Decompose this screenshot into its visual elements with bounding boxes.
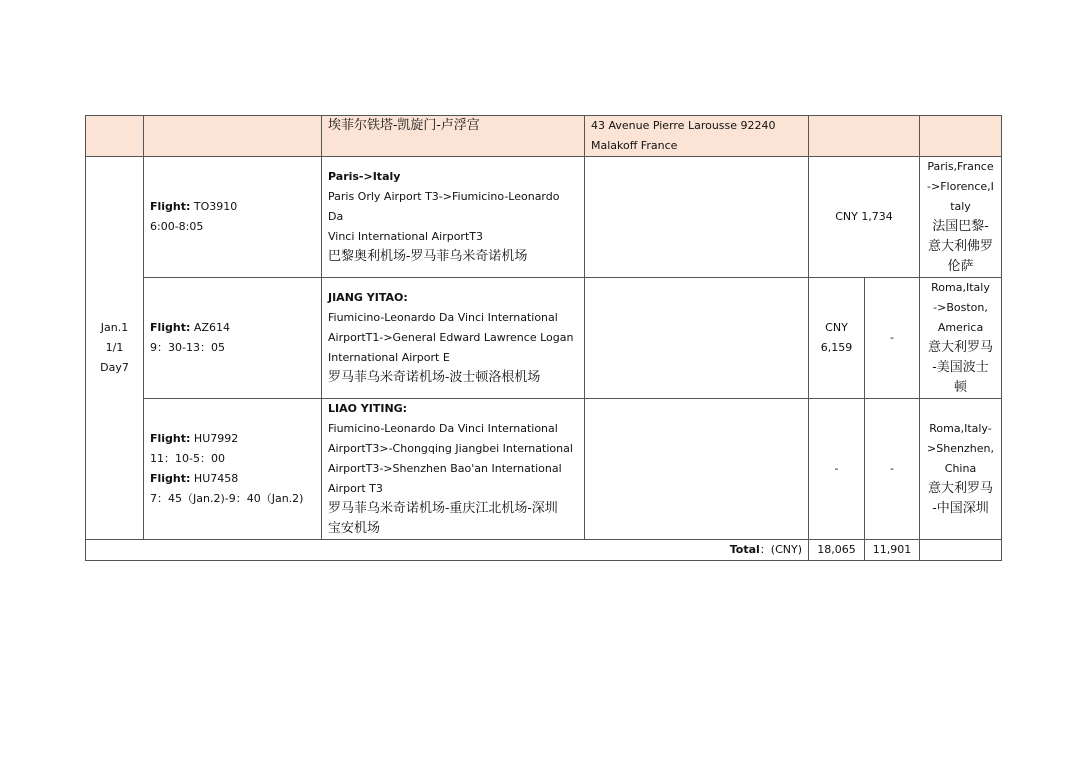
cost-value: - — [890, 331, 894, 344]
day-label: Day7 — [100, 361, 129, 374]
route-line: AirportT3->Shenzhen Bao'an International — [328, 462, 562, 475]
dest-line: ->Florence,I — [927, 180, 994, 193]
total-value-b: 11,901 — [872, 543, 912, 556]
dest-line: Roma,Italy- — [929, 422, 992, 435]
cost-currency: CNY — [825, 321, 848, 334]
flight-label: Flight: — [150, 321, 191, 334]
route-zh: 罗马菲乌米奇诺机场-波士顿洛根机场 — [328, 370, 541, 385]
address-cell-empty — [585, 278, 809, 399]
dest-line: Paris,France — [927, 160, 994, 173]
cost-cell — [809, 399, 865, 540]
day-cell — [86, 157, 144, 540]
route-cell — [322, 399, 585, 540]
total-label-cell — [86, 540, 809, 561]
flight-cell-empty — [144, 116, 322, 157]
cost-cell-empty — [809, 116, 920, 157]
route-line: AirportT1->General Edward Lawrence Logan — [328, 331, 574, 344]
flight-number: HU7458 — [193, 472, 239, 485]
route-line: Vinci International AirportT3 — [328, 230, 483, 243]
address-cell-empty — [585, 399, 809, 540]
address-cell-empty — [585, 157, 809, 278]
table-row — [86, 157, 1002, 278]
flight-cell — [144, 399, 322, 540]
itinerary-table — [85, 115, 1002, 561]
total-row — [86, 540, 1002, 561]
total-empty-cell — [920, 540, 1002, 561]
total-separator: ： — [759, 543, 771, 556]
address-cell — [585, 116, 809, 157]
route-zh: 宝安机场 — [328, 521, 381, 536]
dest-zh: -中国深圳 — [932, 501, 989, 516]
cost-cell — [809, 278, 865, 399]
cost-value: CNY 1,734 — [835, 210, 893, 223]
dest-line: America — [937, 321, 984, 334]
attractions-cell — [322, 116, 585, 157]
total-label: Total — [729, 543, 760, 556]
destination-cell-empty — [920, 116, 1002, 157]
dest-zh: 顿 — [953, 380, 967, 395]
destination-cell — [920, 157, 1002, 278]
dest-line: taly — [950, 200, 971, 213]
route-line: AirportT3>-Chongqing Jiangbei International — [328, 442, 573, 455]
flight-time: 7：45（Jan.2)-9：40（Jan.2) — [150, 492, 304, 505]
route-cell — [322, 278, 585, 399]
flight-time: 9：30-13：05 — [150, 341, 225, 354]
dest-zh: 意大利罗马 — [927, 340, 993, 355]
total-value-a: 18,065 — [817, 543, 856, 556]
flight-number: AZ614 — [193, 321, 230, 334]
cost-cell — [809, 157, 920, 278]
flight-time: 6:00-8:05 — [150, 220, 204, 233]
flight-number: HU7992 — [193, 432, 239, 445]
dest-zh: 意大利罗马 — [927, 481, 993, 496]
passenger-name: JIANG YITAO: — [328, 291, 408, 304]
route-line: International Airport E — [328, 351, 450, 364]
cost-value: 6,159 — [820, 341, 853, 354]
route-line: Fiumicino-Leonardo Da Vinci International — [328, 422, 558, 435]
passenger-name: LIAO YITING: — [328, 402, 408, 415]
day-cell-empty — [86, 116, 144, 157]
dest-line: >Shenzhen, — [927, 442, 994, 455]
route-zh: 巴黎奥利机场-罗马菲乌米奇诺机场 — [328, 249, 528, 264]
address-line: 43 Avenue Pierre Larousse 92240 — [591, 119, 776, 132]
cost-cell-b — [865, 399, 920, 540]
total-unit: (CNY) — [770, 543, 802, 556]
route-cell — [322, 157, 585, 278]
flight-label: Flight: — [150, 200, 191, 213]
cost-value: - — [834, 462, 839, 475]
attractions-text: 埃菲尔铁塔-凯旋门-卢浮宫 — [328, 118, 480, 133]
table-row — [86, 116, 1002, 157]
flight-cell — [144, 157, 322, 278]
dest-line: Roma,Italy — [931, 281, 990, 294]
route-line: Fiumicino-Leonardo Da Vinci International — [328, 311, 558, 324]
destination-cell — [920, 278, 1002, 399]
cost-cell-b — [865, 278, 920, 399]
flight-time: 11：10-5：00 — [150, 452, 225, 465]
dest-zh: 意大利佛罗 — [927, 239, 993, 254]
cost-value: - — [890, 462, 894, 475]
dest-zh: 伦萨 — [947, 259, 974, 274]
flight-label: Flight: — [150, 432, 191, 445]
total-value-cell — [809, 540, 865, 561]
table-row — [86, 278, 1002, 399]
dest-zh: 法国巴黎- — [932, 219, 989, 234]
day-date-short: 1/1 — [105, 341, 124, 354]
table-row — [86, 399, 1002, 540]
day-date: Jan.1 — [100, 321, 129, 334]
route-zh: 罗马菲乌米奇诺机场-重庆江北机场-深圳 — [328, 501, 558, 516]
route-line: Airport T3 — [328, 482, 383, 495]
dest-line: ->Boston, — [933, 301, 988, 314]
dest-line: China — [944, 462, 977, 475]
destination-cell — [920, 399, 1002, 540]
route-title: Paris->Italy — [328, 170, 401, 183]
flight-label: Flight: — [150, 472, 191, 485]
address-line: Malakoff France — [591, 139, 678, 152]
total-value-cell — [865, 540, 920, 561]
route-line: Paris Orly Airport T3->Fiumicino-Leonardo Da — [328, 190, 560, 223]
flight-number: TO3910 — [193, 200, 238, 213]
flight-cell — [144, 278, 322, 399]
dest-zh: -美国波士 — [932, 360, 989, 375]
